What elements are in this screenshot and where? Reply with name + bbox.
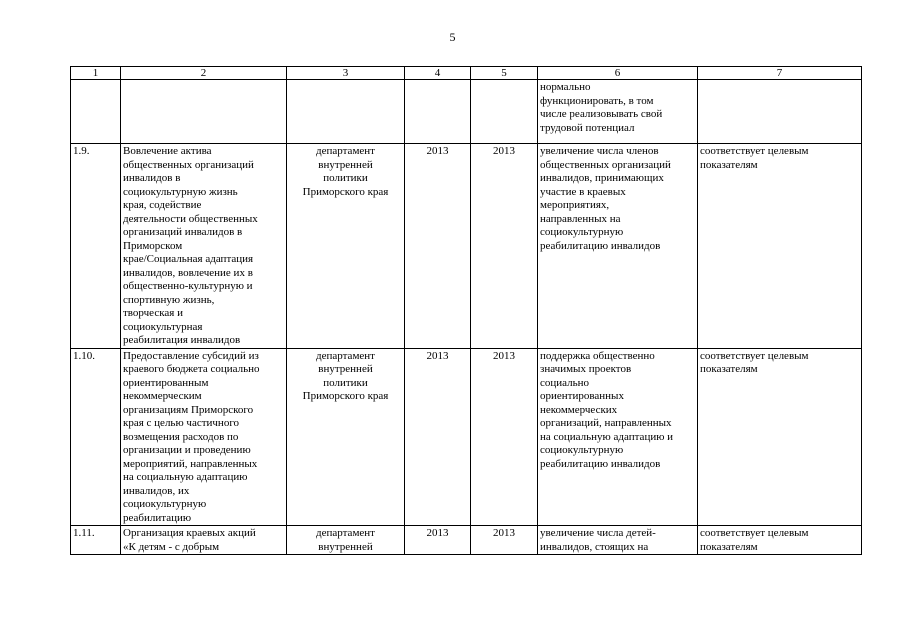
text-line: «К детям - с добрым: [123, 540, 220, 553]
continuation-row: [71, 80, 862, 144]
text-line: ориентированных: [540, 390, 624, 402]
cell-executor: [287, 526, 405, 555]
text-line: инвалидов, их: [123, 484, 190, 497]
text-line: нормально: [540, 81, 591, 93]
col-header-7: 7: [698, 67, 862, 80]
text-line: инвалидов в: [123, 172, 181, 184]
cell-num: 1.11.: [71, 526, 121, 555]
text-line: показателям: [700, 363, 758, 375]
text-line: общественных организаций: [540, 158, 671, 171]
table-row: [71, 348, 862, 526]
cell-indicator: [698, 144, 862, 349]
text-line: социокультурную: [540, 226, 624, 238]
cell-result: [538, 526, 698, 555]
text-line: общественно-культурную и: [123, 280, 253, 292]
text-line: внутренней: [318, 158, 373, 171]
col-header-3: 3: [287, 67, 405, 80]
cell-start: 2013: [405, 526, 471, 555]
text-line: соответствует целевым: [700, 349, 809, 362]
text-line: социокультурную: [123, 498, 207, 510]
cell-start: 2013: [405, 348, 471, 526]
text-line: внутренней: [318, 363, 373, 375]
cell-executor: [287, 348, 405, 526]
text-line: Вовлечение актива: [123, 145, 212, 157]
text-line: организаций, направленных: [540, 417, 672, 429]
col-header-2: 2: [121, 67, 287, 80]
text-line: спортивную жизнь,: [123, 293, 215, 306]
text-line: Организация краевых акций: [123, 527, 256, 539]
cell-end: 2013: [471, 348, 538, 526]
text-line: Приморского края: [302, 390, 389, 402]
measures-table: [70, 66, 862, 555]
cell-measure: [121, 80, 287, 144]
text-line: функционировать, в том: [540, 94, 654, 107]
text-line: организации и проведению: [123, 444, 251, 456]
text-line: направленных на: [540, 212, 621, 225]
text-line: департамент: [316, 145, 375, 157]
cell-end: 2013: [471, 526, 538, 555]
cell-indicator: [698, 526, 862, 555]
text-line: реабилитацию инвалидов: [540, 239, 661, 252]
text-line: соответствует целевым: [700, 145, 809, 157]
cell-result: [538, 80, 698, 144]
text-line: числе реализовывать свой: [540, 108, 663, 120]
text-line: мероприятий, направленных: [123, 457, 258, 470]
col-header-1: 1: [71, 67, 121, 80]
rows-body: [71, 144, 862, 555]
text-line: реабилитацию инвалидов: [540, 457, 661, 470]
cell-measure: [121, 348, 287, 526]
text-line: политики: [323, 376, 368, 389]
text-line: Предоставление субсидий из: [123, 349, 259, 362]
text-line: увеличение числа членов: [540, 145, 659, 157]
text-line: инвалидов, принимающих: [540, 172, 664, 184]
text-line: крае/Социальная адаптация: [123, 253, 254, 265]
text-line: внутренней: [318, 540, 373, 553]
cell-executor: [287, 80, 405, 144]
cell-result: [538, 348, 698, 526]
text-line: Приморском: [123, 239, 183, 252]
text-line: края с целью частичного: [123, 417, 240, 429]
text-line: социокультурную жизнь: [123, 185, 238, 198]
text-line: департамент: [316, 349, 375, 362]
cell-start: [405, 80, 471, 144]
text-line: творческая и: [123, 307, 183, 319]
text-line: показателям: [700, 158, 758, 171]
text-line: соответствует целевым: [700, 527, 809, 539]
text-line: организациям Приморского: [123, 403, 254, 416]
cell-executor: [287, 144, 405, 349]
cell-num: 1.9.: [71, 144, 121, 349]
text-line: значимых проектов: [540, 363, 632, 375]
cell-start: 2013: [405, 144, 471, 349]
text-line: инвалидов, вовлечение их в: [123, 266, 253, 279]
text-line: увеличение числа детей-: [540, 527, 656, 539]
text-line: края, содействие: [123, 199, 202, 211]
text-line: трудовой потенциал: [540, 121, 635, 134]
text-line: политики: [323, 172, 368, 184]
text-line: общественных организаций: [123, 158, 254, 171]
table-row: [71, 144, 862, 349]
text-line: деятельности общественных: [123, 212, 258, 225]
text-line: некоммерческим: [123, 390, 202, 402]
cell-num: 1.10.: [71, 348, 121, 526]
cell-end: 2013: [471, 144, 538, 349]
text-line: инвалидов, стоящих на: [540, 540, 649, 553]
cell-indicator: [698, 80, 862, 144]
text-line: возмещения расходов по: [123, 430, 239, 443]
cell-num: [71, 80, 121, 144]
text-line: участие в краевых: [540, 185, 626, 198]
cell-measure: [121, 526, 287, 555]
text-line: поддержка общественно: [540, 349, 655, 362]
text-line: ориентированным: [123, 376, 209, 389]
text-line: социокультурную: [540, 444, 624, 456]
text-line: показателям: [700, 540, 758, 553]
text-line: социально: [540, 376, 590, 389]
text-line: краевого бюджета социально: [123, 363, 260, 375]
col-header-5: 5: [471, 67, 538, 80]
text-line: Приморского края: [302, 185, 389, 198]
page-number: 5: [449, 30, 456, 44]
text-line: мероприятиях,: [540, 199, 610, 211]
col-header-6: 6: [538, 67, 698, 80]
text-line: на социальную адаптацию и: [540, 430, 674, 443]
cell-end: [471, 80, 538, 144]
text-line: социокультурная: [123, 320, 203, 333]
text-line: департамент: [316, 527, 375, 539]
cell-result: [538, 144, 698, 349]
text-line: на социальную адаптацию: [123, 471, 248, 483]
cell-measure: [121, 144, 287, 349]
col-header-4: 4: [405, 67, 471, 80]
text-line: некоммерческих: [540, 403, 618, 416]
text-line: реабилитация инвалидов: [123, 334, 241, 346]
text-line: реабилитацию: [123, 511, 192, 524]
text-line: организаций инвалидов в: [123, 226, 243, 238]
header-row: [71, 67, 862, 80]
cell-indicator: [698, 348, 862, 526]
table-row: [71, 526, 862, 555]
